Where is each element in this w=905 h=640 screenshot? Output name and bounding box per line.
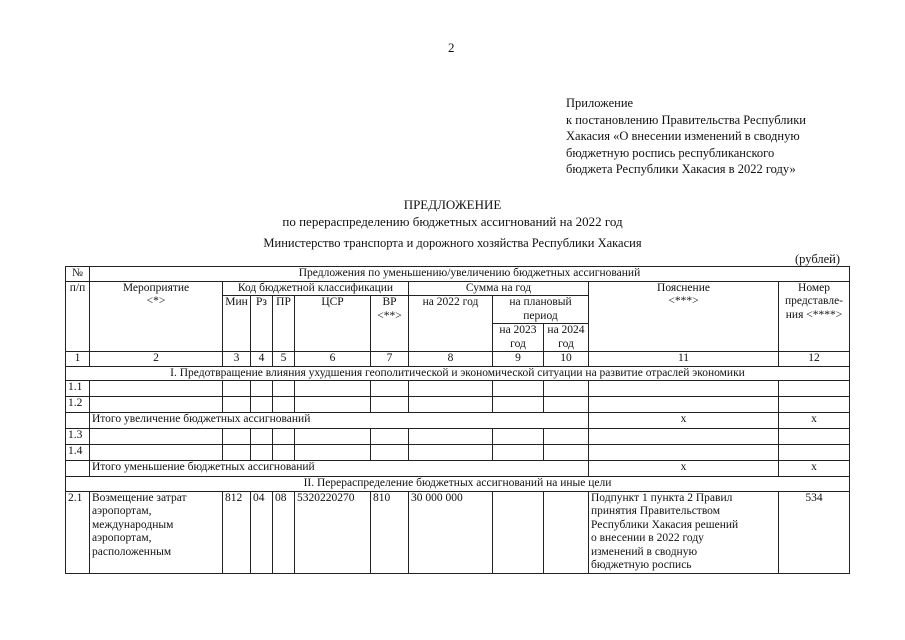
- event-line: международным: [92, 518, 174, 531]
- event-line: расположенным: [92, 545, 172, 558]
- rz-cell: 04: [251, 491, 273, 573]
- event-line: аэропортам,: [92, 505, 152, 517]
- table-row: [66, 445, 850, 461]
- header-2022: на 2022 год: [409, 296, 493, 352]
- csr-cell: 5320220270: [295, 491, 371, 573]
- header-row-1: [66, 267, 850, 282]
- table-row: [66, 491, 850, 573]
- header-pr: ПР: [273, 296, 295, 352]
- table-row: [66, 381, 850, 397]
- appendix-line: к постановлению Правительства Республики: [566, 112, 806, 127]
- header-rep-number: [779, 281, 850, 352]
- header-min: Мин: [223, 296, 251, 352]
- header-plan-period: [493, 296, 589, 324]
- header-explanation-note: <***>: [668, 295, 699, 307]
- rep-number-cell: 534: [779, 491, 850, 573]
- table-row: [66, 429, 850, 445]
- header-explanation-label: Пояснение: [657, 281, 710, 294]
- appendix-line: Хакасия «О внесении изменений в сводную: [566, 129, 800, 143]
- section-1-row: [66, 366, 850, 381]
- section-1-title: I. Предотвращение влияния ухудшения геополитической и экономической ситуации на развитие отраслей экономики: [66, 366, 850, 381]
- appendix-line: Приложение: [566, 96, 634, 110]
- sum-2024-cell: [544, 491, 589, 573]
- header-event: [90, 281, 223, 352]
- total-decrease-x: x: [589, 461, 779, 477]
- colnum-cell: 6: [295, 352, 371, 367]
- colnum-cell: 4: [251, 352, 273, 367]
- units-label: (рублей): [795, 252, 841, 266]
- header-proposals: Предложения по уменьшению/увеличению бюджетных ассигнований: [90, 267, 850, 282]
- colnum-cell: 7: [371, 352, 409, 367]
- explanation-line: Республики Хакасия решений: [591, 518, 739, 531]
- header-explanation: [589, 281, 779, 352]
- colnum-cell: 11: [589, 352, 779, 367]
- sum-2023-cell: [493, 491, 544, 573]
- min-cell: 812: [223, 491, 251, 573]
- event-line: аэропортам,: [92, 532, 152, 544]
- header-row-2: [66, 281, 850, 296]
- column-number-row: [66, 352, 850, 367]
- header-plan-line: на плановый: [509, 296, 572, 308]
- event-cell: [90, 491, 223, 573]
- header-2024-label: на 2024: [547, 324, 585, 336]
- header-rep-line: ния <****>: [785, 308, 843, 321]
- row-number: 1.4: [66, 445, 90, 461]
- header-year-word: год: [558, 337, 574, 350]
- explanation-line: бюджетную роспись: [591, 559, 692, 571]
- header-sum: Сумма на год: [409, 281, 589, 296]
- document-title: ПРЕДЛОЖЕНИЕ: [403, 197, 502, 212]
- total-decrease-x: x: [779, 461, 850, 477]
- header-year-word: год: [510, 337, 526, 350]
- explanation-line: изменений в сводную: [591, 545, 698, 558]
- ministry-name: Министерство транспорта и дорожного хозяйства Республики Хакасия: [263, 236, 642, 250]
- header-event-note: <*>: [146, 295, 166, 307]
- header-vr-label: ВР: [382, 296, 397, 308]
- colnum-cell: 3: [223, 352, 251, 367]
- colnum-cell: 5: [273, 352, 295, 367]
- explanation-cell: [589, 491, 779, 573]
- page-number: 2: [448, 40, 455, 55]
- header-no: №: [66, 267, 90, 282]
- section-2-title: II. Перераспределение бюджетных ассигнований на иные цели: [66, 477, 850, 492]
- header-rep-line: представле-: [784, 295, 844, 307]
- total-increase-label: Итого увеличение бюджетных ассигнований: [90, 413, 589, 429]
- row-number: 1.1: [66, 381, 90, 397]
- colnum-cell: 10: [544, 352, 589, 367]
- header-vr: [371, 296, 409, 352]
- colnum-cell: 1: [66, 352, 90, 367]
- explanation-line: принятия Правительством: [591, 505, 720, 517]
- total-decrease-label: Итого уменьшение бюджетных ассигнований: [90, 461, 589, 477]
- header-code: Код бюджетной классификации: [223, 281, 409, 296]
- explanation-line: Подпункт 1 пункта 2 Правил: [591, 491, 733, 504]
- header-rz: Рз: [251, 296, 273, 352]
- section-2-row: [66, 477, 850, 492]
- row-number: 1.2: [66, 397, 90, 413]
- event-line: Возмещение затрат: [92, 491, 187, 504]
- total-increase-x: x: [779, 413, 850, 429]
- appendix-line: бюджета Республики Хакасия в 2022 году»: [566, 162, 796, 176]
- header-2023-label: на 2023: [499, 324, 537, 336]
- vr-cell: 810: [371, 491, 409, 573]
- document-subtitle: по перераспределению бюджетных ассигнований на 2022 год: [282, 214, 623, 229]
- colnum-cell: 2: [90, 352, 223, 367]
- header-rep-line: Номер: [798, 281, 830, 294]
- total-decrease-row: [66, 461, 850, 477]
- sum-2022-cell: 30 000 000: [409, 491, 493, 573]
- table-row: [66, 397, 850, 413]
- row-number: 2.1: [66, 491, 90, 573]
- header-2023: [493, 324, 544, 352]
- colnum-cell: 8: [409, 352, 493, 367]
- header-2024: [544, 324, 589, 352]
- header-event-label: Мероприятие: [122, 281, 190, 294]
- colnum-cell: 9: [493, 352, 544, 367]
- pr-cell: 08: [273, 491, 295, 573]
- total-increase-x: x: [589, 413, 779, 429]
- colnum-cell: 12: [779, 352, 850, 367]
- header-pp: п/п: [66, 281, 90, 352]
- total-increase-row: [66, 413, 850, 429]
- row-number: 1.3: [66, 429, 90, 445]
- appendix-line: бюджетную роспись республиканского: [566, 145, 775, 160]
- explanation-line: о внесении в 2022 году: [591, 532, 704, 544]
- appendix-block: [566, 95, 806, 178]
- budget-table: [65, 266, 850, 574]
- header-vr-note: <**>: [377, 309, 402, 322]
- header-csr: ЦСР: [295, 296, 371, 352]
- header-plan-line: период: [523, 309, 558, 322]
